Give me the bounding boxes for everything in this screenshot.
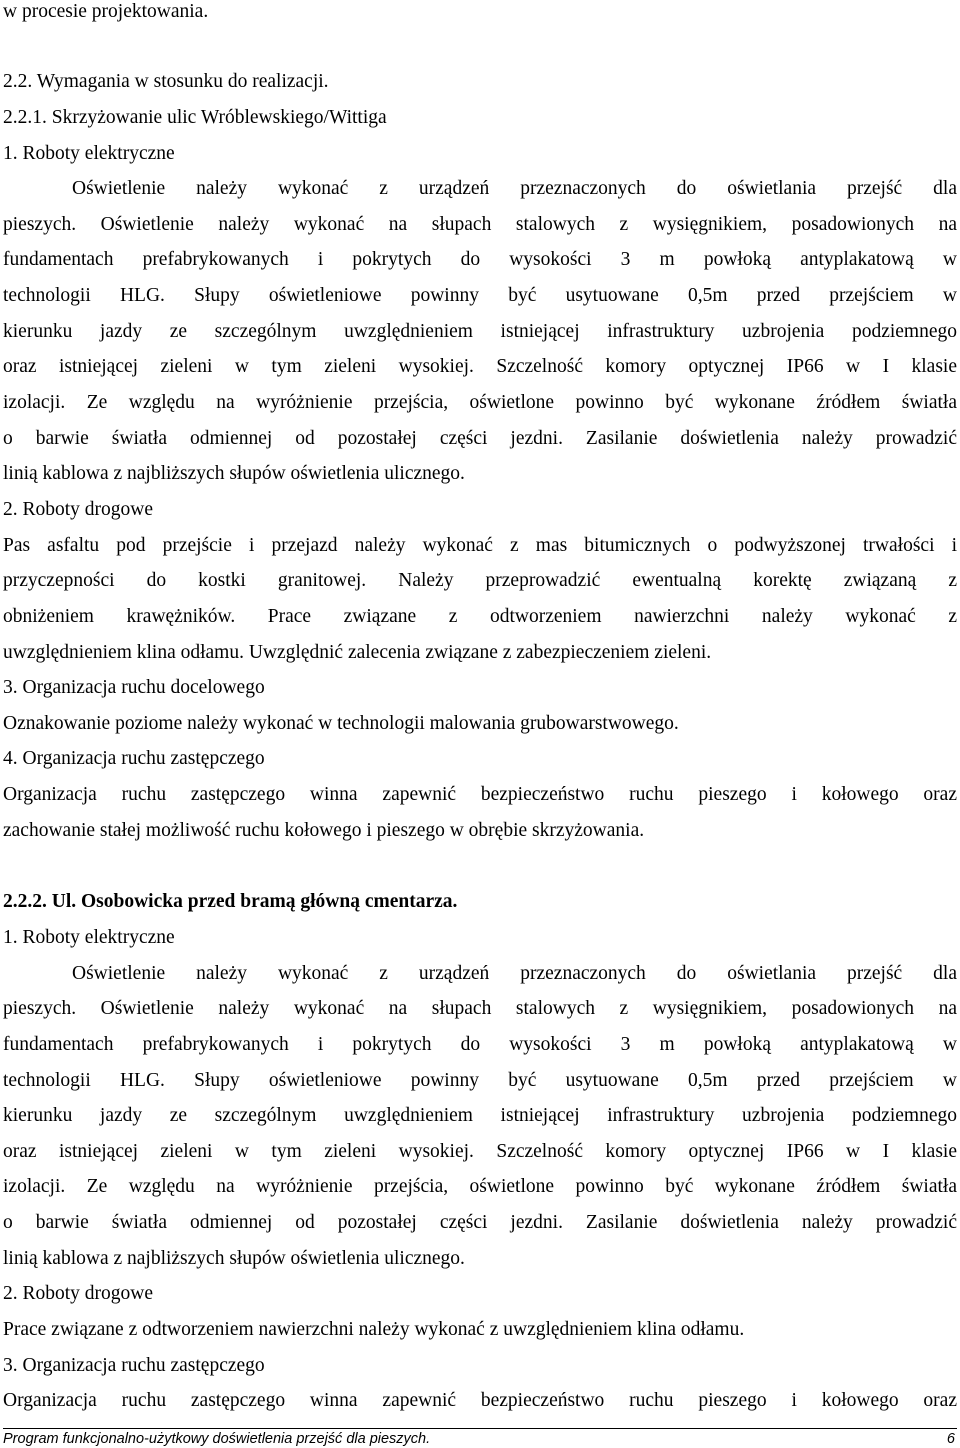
- list-heading-organizacja-docelowego: 3. Organizacja ruchu docelowego: [3, 677, 265, 698]
- paragraph-line: o barwie światła odmiennej od pozostałej części jezdni. Zasilanie doświetlenia należy prowadzić: [3, 1212, 957, 1233]
- paragraph-line: kierunku jazdy ze szczególnym uwzględnieniem istniejącej infrastruktury uzbrojenia podziemnego: [3, 1105, 957, 1126]
- paragraph-line: technologii HLG. Słupy oświetleniowe powinny być usytuowane 0,5m przed przejściem w: [3, 285, 957, 306]
- paragraph-line: izolacji. Ze względu na wyróżnienie przejścia, oświetlone powinno być wykonane źródłem światła: [3, 392, 957, 413]
- paragraph-line: Organizacja ruchu zastępczego winna zapewnić bezpieczeństwo ruchu pieszego i kołowego oraz: [3, 784, 957, 805]
- paragraph-line: linią kablowa z najbliższych słupów oświetlenia ulicznego.: [3, 1248, 465, 1269]
- paragraph-line: izolacji. Ze względu na wyróżnienie przejścia, oświetlone powinno być wykonane źródłem światła: [3, 1176, 957, 1197]
- paragraph-line: Oświetlenie należy wykonać z urządzeń przeznaczonych do oświetlania przejść dla: [72, 178, 957, 199]
- footer-divider: [3, 1428, 957, 1429]
- paragraph-line: fundamentach prefabrykowanych i pokrytych do wysokości 3 m powłoką antyplakatową w: [3, 249, 957, 270]
- paragraph-line: uwzględnieniem klina odłamu. Uwzględnić zalecenia związane z zabezpieczeniem zieleni.: [3, 642, 712, 663]
- list-heading-organizacja-zastepczego: 3. Organizacja ruchu zastępczego: [3, 1355, 265, 1376]
- list-heading-roboty-elektryczne: 1. Roboty elektryczne: [3, 143, 175, 164]
- paragraph-line: fundamentach prefabrykowanych i pokrytych do wysokości 3 m powłoką antyplakatową w: [3, 1034, 957, 1055]
- paragraph-line: technologii HLG. Słupy oświetleniowe powinny być usytuowane 0,5m przed przejściem w: [3, 1070, 957, 1091]
- paragraph-line: pieszych. Oświetlenie należy wykonać na słupach stalowych z wysięgnikiem, posadowionych na: [3, 214, 957, 235]
- text-line: w procesie projektowania.: [3, 1, 209, 22]
- section-heading-2-2: 2.2. Wymagania w stosunku do realizacji.: [3, 71, 329, 92]
- paragraph-line: pieszych. Oświetlenie należy wykonać na słupach stalowych z wysięgnikiem, posadowionych na: [3, 998, 957, 1019]
- paragraph-line: Prace związane z odtworzeniem nawierzchni należy wykonać z uwzględnieniem klina odłamu.: [3, 1319, 745, 1340]
- paragraph-line: Pas asfaltu pod przejście i przejazd należy wykonać z mas bitumicznych o podwyższonej trwałości i: [3, 535, 957, 556]
- subsection-heading-2-2-1: 2.2.1. Skrzyżowanie ulic Wróblewskiego/Wittiga: [3, 107, 387, 128]
- list-heading-roboty-drogowe: 2. Roboty drogowe: [3, 499, 154, 520]
- list-heading-roboty-elektryczne: 1. Roboty elektryczne: [3, 927, 175, 948]
- paragraph-line: przyczepności do kostki granitowej. Należy przeprowadzić ewentualną korektę związaną z: [3, 570, 957, 591]
- paragraph-line: Organizacja ruchu zastępczego winna zapewnić bezpieczeństwo ruchu pieszego i kołowego oraz: [3, 1390, 957, 1411]
- paragraph-line: kierunku jazdy ze szczególnym uwzględnieniem istniejącej infrastruktury uzbrojenia podziemnego: [3, 321, 957, 342]
- paragraph-line: linią kablowa z najbliższych słupów oświetlenia ulicznego.: [3, 463, 465, 484]
- paragraph-line: Oznakowanie poziome należy wykonać w technologii malowania grubowarstwowego.: [3, 713, 679, 734]
- footer-title: Program funkcjonalno-użytkowy doświetlenia przejść dla pieszych.: [3, 1431, 431, 1447]
- subsection-heading-2-2-2: 2.2.2. Ul. Osobowicka przed bramą główną cmentarza.: [3, 891, 458, 912]
- paragraph-line: oraz istniejącej zieleni w tym zieleni wysokiej. Szczelność komory optycznej IP66 w I klasie: [3, 356, 957, 377]
- list-heading-roboty-drogowe: 2. Roboty drogowe: [3, 1283, 154, 1304]
- paragraph-line: oraz istniejącej zieleni w tym zieleni wysokiej. Szczelność komory optycznej IP66 w I klasie: [3, 1141, 957, 1162]
- paragraph-line: o barwie światła odmiennej od pozostałej części jezdni. Zasilanie doświetlenia należy prowadzić: [3, 428, 957, 449]
- paragraph-line: zachowanie stałej możliwość ruchu kołowego i pieszego w obrębie skrzyżowania.: [3, 820, 645, 841]
- page-number: 6: [946, 1431, 955, 1447]
- paragraph-line: obniżeniem krawężników. Prace związane z odtworzeniem nawierzchni należy wykonać z: [3, 606, 957, 627]
- paragraph-line: Oświetlenie należy wykonać z urządzeń przeznaczonych do oświetlania przejść dla: [72, 963, 957, 984]
- list-heading-organizacja-zastepczego: 4. Organizacja ruchu zastępczego: [3, 748, 265, 769]
